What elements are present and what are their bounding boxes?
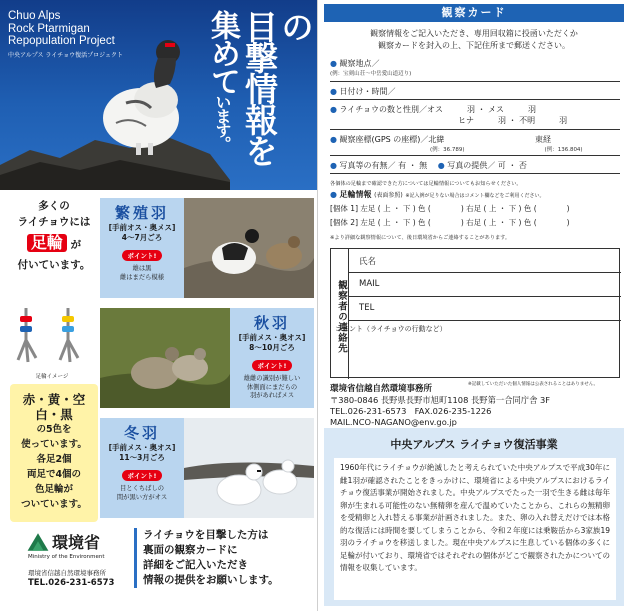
season-period: 11〜3月ごろ bbox=[119, 453, 165, 462]
bullet-icon: ● bbox=[330, 105, 337, 114]
band-colors-box bbox=[10, 384, 98, 522]
season-label bbox=[100, 418, 184, 518]
intro-line: 観察情報をご記入いただき、専用回収箱に投函いただくか bbox=[370, 29, 578, 38]
collar-highlight-line bbox=[8, 234, 100, 253]
headline-col3-main: 集めて bbox=[205, 10, 240, 94]
colors-line: 各足2個 bbox=[36, 454, 72, 465]
season-title: 冬羽 bbox=[123, 424, 160, 442]
field-note: ※記入例が足りない場合はコメント欄などをご利用ください。 bbox=[405, 193, 545, 199]
field-label-sub: ヒナ 羽 ・ 不明 羽 bbox=[458, 116, 568, 125]
ashiwa-badge: 足輪 bbox=[27, 234, 67, 252]
field-label: TEL bbox=[359, 303, 375, 313]
headline-col3-small: います。 bbox=[213, 94, 232, 150]
bullet-icon: ● bbox=[330, 135, 337, 144]
project-title-jp: 中央アルプス ライチョウ復活プロジェクト bbox=[8, 52, 123, 59]
field-label: コメント（ライチョウの行動など） bbox=[335, 325, 447, 333]
privacy-footnote: ※記載していただいた個人情報は公表されることはありません。 bbox=[468, 382, 599, 387]
bullet-icon: ● bbox=[437, 161, 445, 170]
season-point-line: 目とくちばしの bbox=[119, 485, 165, 492]
project-title-line: Rock Ptarmigan bbox=[8, 22, 90, 35]
collar-text bbox=[8, 198, 100, 273]
colors-line: 赤・黄・空 bbox=[22, 392, 86, 407]
cta-line: 情報の提供をお願いします。 bbox=[143, 574, 279, 586]
point-badge: ポイント! bbox=[122, 250, 163, 261]
season-period: 4〜7月ごろ bbox=[121, 233, 163, 242]
contact-box bbox=[330, 248, 620, 378]
headline-col1: の bbox=[276, 10, 315, 41]
call-to-action bbox=[134, 528, 304, 588]
project-title-line: Repopulation Project bbox=[8, 35, 115, 47]
office-mail: MAIL.NCO-NAGANO@env.go.jp bbox=[330, 417, 457, 427]
field-label-sub: (表面参照) bbox=[374, 192, 403, 199]
season-title: 繁殖羽 bbox=[114, 204, 169, 222]
office-tel: TEL.026-231-6573 FAX.026-235-1226 bbox=[330, 406, 492, 416]
headline-col3 bbox=[200, 10, 244, 150]
panel-divider bbox=[317, 0, 318, 611]
field-label: 氏名 bbox=[359, 257, 377, 267]
season-winter bbox=[100, 418, 314, 518]
point-badge: ポイント! bbox=[122, 470, 163, 481]
bullet-icon: ● bbox=[330, 161, 337, 170]
season-point-line: 羽があればメス bbox=[249, 392, 295, 399]
cta-line: 詳細をご記入いただき bbox=[143, 559, 248, 571]
bullet-icon: ● bbox=[330, 59, 337, 68]
season-point-line: 間が黒い方がオス bbox=[116, 493, 168, 501]
collar-line: ライチョウには bbox=[17, 216, 91, 228]
colors-line: 色足輪が bbox=[34, 484, 73, 495]
field-example: (例：宝剣山荘〜中岳愛山道辺り) bbox=[330, 71, 412, 77]
collar-particle: が bbox=[70, 239, 82, 251]
season-title: 秋羽 bbox=[253, 314, 290, 332]
winter-plumage-photo bbox=[184, 418, 314, 518]
project-title-en bbox=[8, 10, 115, 48]
comment-field[interactable] bbox=[331, 321, 621, 379]
collar-line: 多くの bbox=[38, 200, 70, 212]
headline-col2: 目撃情報を bbox=[240, 10, 279, 165]
colors-line: 両足で4個の bbox=[26, 469, 82, 480]
season-period: 8〜10月ごろ bbox=[249, 343, 295, 352]
intro-line: 観察カードを封入の上、下記住所まで郵送ください。 bbox=[378, 41, 570, 50]
contact-tel-field[interactable] bbox=[349, 297, 621, 321]
field-label: 写真の提供／ 可 ・ 否 bbox=[447, 161, 527, 170]
ministry-name: 環境省 bbox=[52, 533, 101, 552]
season-label bbox=[100, 198, 184, 298]
project-title-line: Chuo Alps bbox=[8, 10, 61, 22]
observation-card bbox=[318, 0, 630, 611]
field-place[interactable] bbox=[330, 58, 620, 82]
autumn-plumage-photo bbox=[100, 308, 230, 408]
field-gps[interactable] bbox=[330, 134, 620, 156]
season-point-line: 雄雌の識別が難しい bbox=[243, 375, 301, 382]
hero-banner bbox=[0, 0, 318, 190]
collar-line: 付いています。 bbox=[17, 259, 91, 271]
field-label: 観察地点／ bbox=[339, 59, 380, 68]
season-autumn bbox=[100, 308, 314, 408]
colors-line: ついています。 bbox=[21, 499, 87, 510]
field-label: 写真等の有無／ 有 ・ 無 bbox=[339, 161, 428, 170]
office-postal: 〒380-0846 長野県長野市旭町1108 長野第一合同庁舎 3F bbox=[330, 395, 551, 405]
bullet-icon: ● bbox=[330, 190, 337, 199]
card-intro bbox=[328, 28, 620, 52]
contact-name-field[interactable] bbox=[349, 249, 621, 273]
field-photo[interactable] bbox=[330, 160, 620, 174]
field-date[interactable] bbox=[330, 86, 620, 100]
leg-band-illustration bbox=[8, 300, 96, 370]
office-address bbox=[330, 384, 550, 428]
leg-band-caption: 足輪イメージ bbox=[35, 374, 69, 380]
season-label bbox=[230, 308, 314, 408]
colors-line: の5色を bbox=[36, 424, 72, 435]
breeding-plumage-photo bbox=[184, 198, 314, 298]
field-count[interactable] bbox=[330, 104, 620, 130]
gps-examples bbox=[330, 145, 620, 153]
project-title: 中央アルプス ライチョウ復活事業 bbox=[390, 438, 558, 451]
contact-mail-field[interactable] bbox=[349, 273, 621, 297]
field-label: 観察座標(GPS の座標)／北緯 bbox=[339, 135, 445, 144]
ministry-tel: TEL.026-231-6573 bbox=[28, 578, 115, 588]
gps-example-east: (例：136.804) bbox=[544, 147, 583, 153]
colors-line: 白・黒 bbox=[35, 407, 73, 422]
field-ring bbox=[330, 189, 620, 200]
season-point-text bbox=[100, 265, 184, 282]
season-point-line: 雌はまだら模様 bbox=[119, 273, 165, 281]
ministry-office: 環境省信越自然環境事務所 bbox=[28, 569, 106, 577]
ptarmigan-illustration bbox=[86, 28, 196, 158]
cta-line: 裏面の観察カードに bbox=[143, 544, 238, 556]
season-sub: [手前オス・奥メス] bbox=[108, 223, 176, 232]
ring-note: 各個体の足輪まで確認できた方については足輪情報についてもお知らせください。 bbox=[330, 181, 522, 187]
colors-line: 使っています。 bbox=[21, 439, 87, 450]
point-badge: ポイント! bbox=[252, 360, 293, 371]
field-label: 日付け・時間／ bbox=[339, 87, 396, 96]
card-title: 観察カード bbox=[324, 4, 624, 22]
ministry-logo-icon bbox=[26, 530, 50, 554]
cta-line: ライチョウを目撃した方は bbox=[143, 529, 269, 541]
field-label: ライチョウの数と性別／オス 羽 ・ メス 羽 bbox=[339, 105, 537, 114]
project-description: 1960年代にライチョウが絶滅したと考えられていた中央アルプスで平成30年に雌1羽が確認されたことをきっかけに、環境省による中央アルプスにおけるライチョウ復活事業が開始されました。中央アルプスでたった一羽で生きる雌は毎年卵が生まれる可能性のない無精卵を産んで温めていたことから、これらの無精卵を受精卵と入れ替える事業が計画されました。また、卵の入れ替えだけでは本格的な復活には時間を要してしまうことから、令和２年度には乗鞍岳から3家族19羽のライチョウを移送しました。現在中央アルプスに生息している個体の多くに足輪が付いており、環境省ではそれぞれの個体がどこで観察されたかについての情報を収集しています。 bbox=[334, 458, 616, 600]
contact-label: 観察者の連絡先 bbox=[331, 249, 349, 379]
field-label-east: 東経 bbox=[535, 135, 551, 144]
season-point-line: 体側面にまだらの bbox=[246, 383, 298, 391]
season-breeding bbox=[100, 198, 314, 298]
field-label: 足輪情報 bbox=[339, 190, 372, 199]
office-name: 環境省信越自然環境事務所 bbox=[330, 384, 433, 394]
field-label: MAIL bbox=[359, 279, 380, 289]
season-point-text bbox=[230, 375, 314, 401]
project-box bbox=[324, 428, 624, 606]
ring-row-1[interactable]: [個体 1] 左足 ( 上 ・ 下 ) 色 ( ) 右足 ( 上 ・ 下 ) 色 ( ) bbox=[330, 204, 570, 213]
season-point-text bbox=[100, 485, 184, 502]
season-sub: [手前メス・奥オス] bbox=[238, 333, 306, 342]
gps-example-north: (例：36.789) bbox=[430, 147, 465, 153]
ring-row-2[interactable]: [個体 2] 左足 ( 上 ・ 下 ) 色 ( ) 右足 ( 上 ・ 下 ) 色 ( ) bbox=[330, 218, 570, 227]
contact-note: ※より詳細な観察情報について、後日環境省からご連絡することがあります。 bbox=[330, 235, 511, 241]
season-sub: [手前メス・奥オス] bbox=[108, 443, 176, 452]
ministry-name-en: Ministry of the Environment bbox=[28, 554, 105, 560]
bullet-icon: ● bbox=[330, 87, 337, 96]
season-point-line: 雄は黒 bbox=[132, 265, 152, 272]
